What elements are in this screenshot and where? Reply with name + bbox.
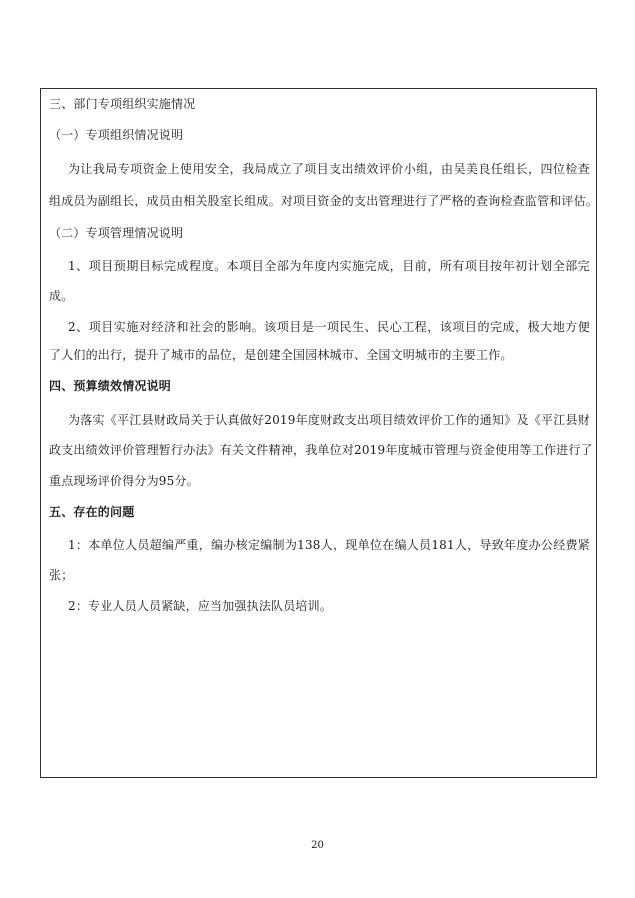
section-3-paragraph-2-line-1: 1、项目预期目标完成程度。本项目全部为年度内实施完成，目前，所有项目按年初计划全部完: [68, 259, 590, 273]
section-4-paragraph-line-1: 为落实《平江县财政局关于认真做好2019年度财政支出项目绩效评价工作的通知》及《平江县财: [68, 413, 590, 427]
page-number: 20: [311, 840, 324, 851]
section-3-subheading-2: （二）专项管理情况说明: [49, 226, 184, 240]
section-4-paragraph-line-2: 政支出绩效评价管理暂行办法》有关文件精神，我单位对2019年度城市管理与资金使用等工作进行了: [49, 443, 593, 457]
section-5-item-1-line-2: 张；: [49, 568, 74, 582]
content-frame: [40, 88, 597, 778]
section-5-item-2: 2：专业人员人员紧缺，应当加强执法队员培训。: [68, 599, 333, 613]
section-5-heading: 五、存在的问题: [49, 505, 135, 519]
section-4-paragraph-line-3: 重点现场评价得分为95分。: [49, 474, 199, 488]
section-3-heading: 三、部门专项组织实施情况: [49, 97, 196, 111]
section-4-heading: 四、预算绩效情况说明: [49, 379, 172, 393]
section-3-paragraph-3-line-1: 2、项目实施对经济和社会的影响。该项目是一项民生、民心工程，该项目的完成，极大地方便: [68, 320, 590, 334]
section-3-paragraph-1-line-2: 组成员为副组长，成员由相关股室长组成。对项目资金的支出管理进行了严格的查询检查监管和评估。: [49, 194, 599, 208]
section-3-paragraph-3-line-2: 了人们的出行，提升了城市的品位，是创建全国园林城市、全国文明城市的主要工作。: [49, 348, 513, 362]
section-3-paragraph-1-line-1: 为让我局专项资金上使用安全，我局成立了项目支出绩效评价小组，由吴美良任组长，四位检查: [68, 162, 590, 176]
section-3-paragraph-2-line-2: 成。: [49, 289, 74, 303]
section-3-subheading-1: （一）专项组织情况说明: [49, 128, 184, 142]
section-5-item-1-line-1: 1：本单位人员超编严重，编办核定编制为138人，现单位在编人员181人，导致年度办公经费紧: [68, 538, 590, 552]
